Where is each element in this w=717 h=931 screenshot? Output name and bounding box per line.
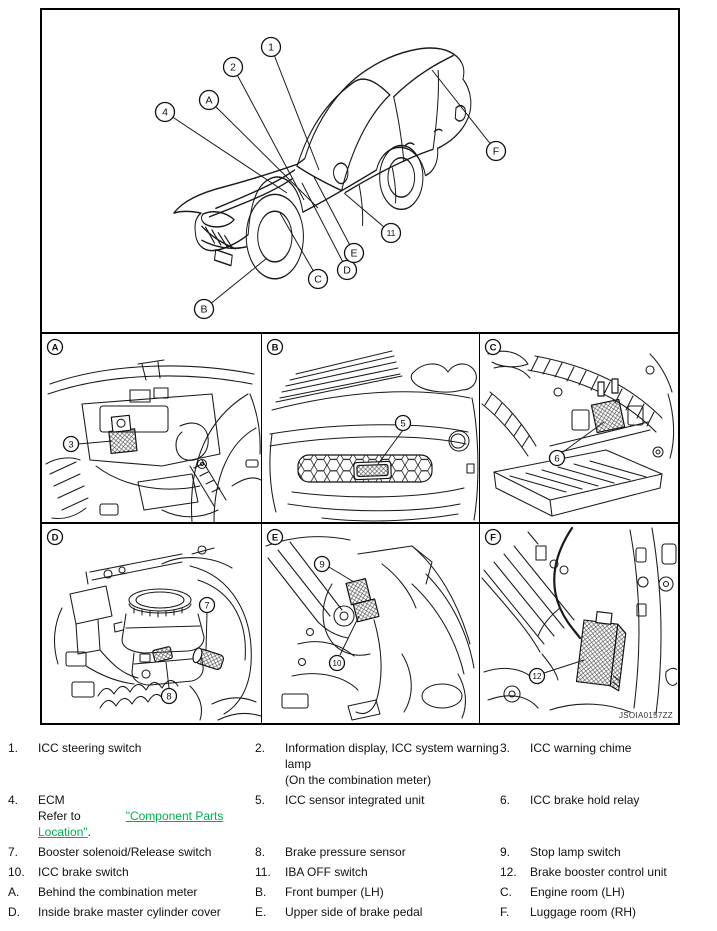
- svg-text:F: F: [492, 145, 500, 158]
- legend-item-number: C.: [500, 885, 512, 899]
- legend-item-number: 3.: [500, 741, 511, 755]
- panel-C-label: [486, 340, 501, 355]
- panel-F-art: [480, 524, 677, 723]
- legend-item-12: [500, 864, 717, 880]
- svg-text:C: C: [314, 273, 322, 286]
- svg-text:D: D: [343, 264, 351, 277]
- legend-item-number: D.: [8, 905, 20, 919]
- legend-item-4: [8, 792, 255, 840]
- pedal-switches-part: [346, 578, 379, 623]
- panel-F: [480, 524, 677, 723]
- icc-warning-chime-part: [107, 415, 137, 454]
- icc-sensor-part: [354, 461, 392, 479]
- svg-text:D: D: [51, 532, 59, 544]
- legend-item-text-line1: Information display, ICC system warning lamp: [285, 741, 499, 771]
- legend-item-8: [255, 844, 500, 860]
- component-location-figure: [40, 8, 680, 725]
- legend-item-1: [8, 740, 255, 788]
- legend: [0, 740, 717, 920]
- svg-text:A: A: [51, 342, 59, 354]
- svg-text:B: B: [271, 342, 279, 354]
- panel-B-art: [262, 334, 479, 522]
- panel-F-label: [486, 530, 501, 545]
- legend-item-number: E.: [255, 905, 267, 919]
- car-callout-4: [156, 103, 288, 194]
- svg-text:10: 10: [332, 659, 342, 668]
- car-callout-11: [344, 193, 401, 243]
- svg-text:8: 8: [166, 691, 172, 703]
- legend-item-text: Upper side of brake pedal: [285, 905, 423, 919]
- legend-item-number: 10.: [8, 865, 25, 879]
- legend-item-text: Front bumper (LH): [285, 885, 384, 899]
- legend-item-2: [255, 740, 500, 788]
- panel-D-art: [42, 524, 261, 723]
- legend-item-number: 7.: [8, 845, 19, 859]
- panel-D-label: [48, 530, 63, 545]
- legend-item-text: [34, 792, 255, 840]
- legend-item-text: ICC brake hold relay: [530, 793, 640, 807]
- figure-code: JSOIA0157ZZ: [619, 711, 673, 720]
- legend-item-11: [255, 864, 500, 880]
- legend-item-7: [8, 844, 255, 860]
- panel-C-art: [480, 334, 677, 522]
- release-switch-part: [152, 646, 172, 662]
- svg-text:A: A: [205, 94, 213, 107]
- svg-text:B: B: [200, 303, 208, 316]
- legend-item-text: Booster solenoid/Release switch: [38, 845, 212, 859]
- legend-item-number: B.: [255, 885, 267, 899]
- svg-text:9: 9: [319, 559, 325, 571]
- panel-D: [42, 524, 262, 723]
- legend-item-number: 8.: [255, 845, 266, 859]
- legend-item-10: [8, 864, 255, 880]
- brake-booster-control-unit-part: [576, 610, 628, 691]
- vehicle-overview-art: [42, 10, 678, 332]
- legend-item-number: 2.: [255, 741, 266, 755]
- svg-text:F: F: [490, 532, 496, 544]
- svg-text:5: 5: [400, 418, 406, 430]
- panel-E-callout-9: [315, 557, 355, 583]
- legend-item-text-line1: ECM: [38, 793, 65, 807]
- legend-item-number: 12.: [500, 865, 517, 879]
- legend-item-text: Inside brake master cylinder cover: [38, 905, 221, 919]
- legend-item-6: [500, 792, 717, 840]
- panel-B: [262, 334, 480, 522]
- panel-E-callout-10: [330, 616, 360, 671]
- legend-item-5: [255, 792, 500, 840]
- panel-F-callout-12: [530, 660, 585, 684]
- component-parts-location-link[interactable]: "Component Parts Location": [38, 809, 224, 839]
- svg-text:C: C: [489, 342, 497, 354]
- legend-item-text: Luggage room (RH): [530, 905, 637, 919]
- legend-item-F: [500, 904, 717, 920]
- svg-text:11: 11: [386, 228, 396, 238]
- legend-item-text: ICC sensor integrated unit: [285, 793, 425, 807]
- legend-item-number: 4.: [8, 793, 19, 807]
- booster-solenoid-part: [191, 647, 224, 671]
- svg-text:12: 12: [532, 672, 542, 681]
- vehicle-overview-panel: [42, 10, 678, 334]
- legend-item-text: Behind the combination meter: [38, 885, 198, 899]
- legend-item-C: [500, 884, 717, 900]
- panel-A-art: [42, 334, 261, 522]
- svg-text:3: 3: [68, 439, 74, 451]
- legend-item-number: A.: [8, 885, 20, 899]
- legend-item-E: [255, 904, 500, 920]
- legend-item-number: F.: [500, 905, 510, 919]
- suv-drawing: [174, 48, 471, 279]
- legend-item-text: ICC steering switch: [38, 741, 142, 755]
- legend-item-number: 11.: [255, 865, 271, 879]
- legend-item-text-line2: (On the combination meter): [285, 773, 432, 787]
- panel-B-label: [268, 340, 283, 355]
- car-callout-C: [280, 213, 328, 289]
- panel-D-callout-7: [200, 598, 215, 652]
- legend-item-text: [281, 740, 500, 788]
- panel-E: [262, 524, 480, 723]
- svg-text:E: E: [271, 532, 279, 544]
- legend-item-text: Brake pressure sensor: [285, 845, 406, 859]
- panel-A-label: [48, 340, 63, 355]
- legend-item-number: 1.: [8, 741, 19, 755]
- svg-text:1: 1: [268, 41, 274, 54]
- svg-text:2: 2: [230, 61, 236, 74]
- legend-item-number: 9.: [500, 845, 511, 859]
- legend-item-text: Brake booster control unit: [530, 865, 667, 879]
- car-callout-B: [195, 258, 268, 319]
- legend-item-text: Stop lamp switch: [530, 845, 621, 859]
- legend-item-text: ICC warning chime: [530, 741, 632, 755]
- svg-text:4: 4: [162, 106, 168, 119]
- panel-E-label: [268, 530, 283, 545]
- legend-item-refer-line: [38, 808, 255, 840]
- legend-item-D: [8, 904, 255, 920]
- legend-item-number: 5.: [255, 793, 266, 807]
- car-callout-1: [262, 38, 320, 171]
- panel-C: [480, 334, 677, 522]
- legend-item-9: [500, 844, 717, 860]
- legend-item-text: ICC brake switch: [38, 865, 129, 879]
- legend-item-A: [8, 884, 255, 900]
- legend-item-text: Engine room (LH): [530, 885, 625, 899]
- legend-item-3: [500, 740, 717, 788]
- svg-text:7: 7: [204, 600, 210, 612]
- panel-A: [42, 334, 262, 522]
- legend-item-number: 6.: [500, 793, 511, 807]
- link-suffix: .: [87, 825, 91, 839]
- panel-E-art: [262, 524, 479, 723]
- svg-text:6: 6: [554, 453, 560, 465]
- legend-item-B: [255, 884, 500, 900]
- svg-text:E: E: [350, 247, 358, 260]
- refer-to-text: Refer to: [38, 809, 81, 823]
- legend-item-text: IBA OFF switch: [285, 865, 368, 879]
